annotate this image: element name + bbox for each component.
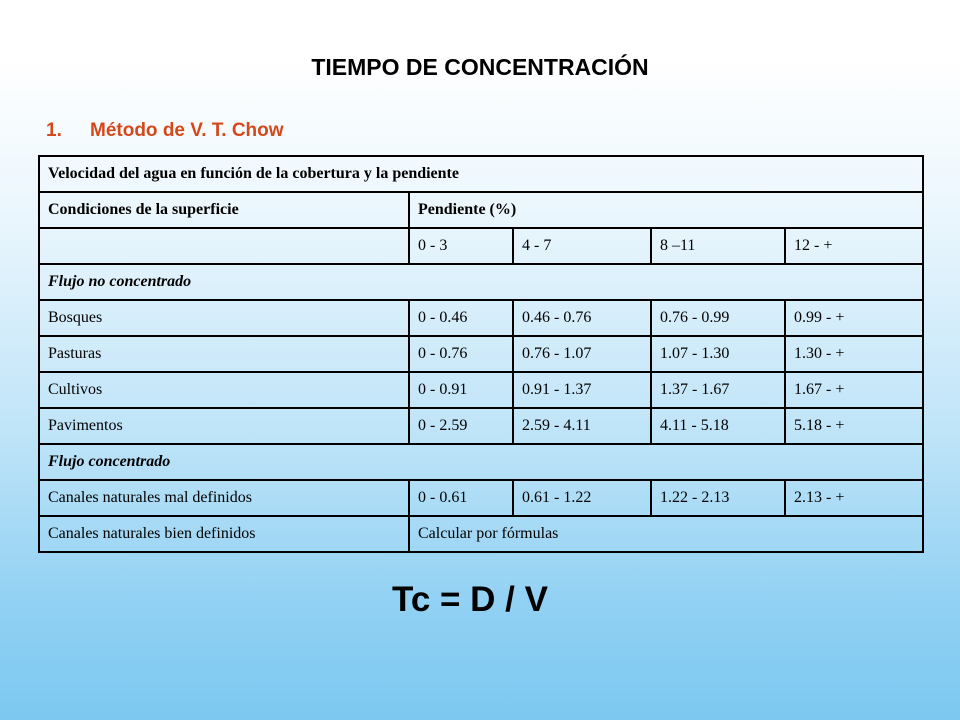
table-header-row	[39, 192, 923, 228]
formula: Tc = D / V	[392, 580, 548, 619]
value-cell: 0 - 2.59	[409, 408, 513, 444]
value-cell: 0.91 - 1.37	[513, 372, 651, 408]
value-cell: 1.22 - 2.13	[651, 480, 785, 516]
section-non-concentrated: Flujo no concentrado	[39, 264, 923, 300]
range-cell: 0 - 3	[409, 228, 513, 264]
row-label: Canales naturales mal definidos	[39, 480, 409, 516]
table-row	[39, 300, 923, 336]
value-cell: 0 - 0.91	[409, 372, 513, 408]
velocity-table	[38, 155, 924, 553]
section-row	[39, 264, 923, 300]
table-row	[39, 372, 923, 408]
value-cell: 5.18 - +	[785, 408, 923, 444]
table-caption-row	[39, 156, 923, 192]
value-cell: 0.61 - 1.22	[513, 480, 651, 516]
range-cell: 12 - +	[785, 228, 923, 264]
value-cell: 2.13 - +	[785, 480, 923, 516]
header-surface: Condiciones de la superficie	[39, 192, 409, 228]
value-cell: 0.99 - +	[785, 300, 923, 336]
value-cell: 0 - 0.46	[409, 300, 513, 336]
row-label: Pavimentos	[39, 408, 409, 444]
value-cell: 2.59 - 4.11	[513, 408, 651, 444]
value-cell: 0.76 - 0.99	[651, 300, 785, 336]
range-cell: 4 - 7	[513, 228, 651, 264]
row-label: Pasturas	[39, 336, 409, 372]
value-cell: 0.76 - 1.07	[513, 336, 651, 372]
value-cell: 1.30 - +	[785, 336, 923, 372]
value-cell: 4.11 - 5.18	[651, 408, 785, 444]
header-slope: Pendiente (%)	[409, 192, 923, 228]
slope-ranges-row	[39, 228, 923, 264]
table-row	[39, 408, 923, 444]
row-label: Canales naturales bien definidos	[39, 516, 409, 552]
empty-cell	[39, 228, 409, 264]
value-cell: 1.37 - 1.67	[651, 372, 785, 408]
value-cell: 1.67 - +	[785, 372, 923, 408]
table-row	[39, 480, 923, 516]
value-cell: 1.07 - 1.30	[651, 336, 785, 372]
page-title: TIEMPO DE CONCENTRACIÓN	[311, 54, 649, 80]
value-cell: Calcular por fórmulas	[409, 516, 923, 552]
row-label: Cultivos	[39, 372, 409, 408]
value-cell: 0.46 - 0.76	[513, 300, 651, 336]
value-cell: 0 - 0.61	[409, 480, 513, 516]
section-row	[39, 444, 923, 480]
table-row	[39, 516, 923, 552]
range-cell: 8 –11	[651, 228, 785, 264]
method-label: Método de V. T. Chow	[90, 120, 284, 141]
section-concentrated: Flujo concentrado	[39, 444, 923, 480]
method-number: 1.	[46, 120, 62, 141]
method-heading	[46, 120, 284, 142]
table-caption: Velocidad del agua en función de la cobertura y la pendiente	[39, 156, 923, 192]
value-cell: 0 - 0.76	[409, 336, 513, 372]
table-row	[39, 336, 923, 372]
row-label: Bosques	[39, 300, 409, 336]
